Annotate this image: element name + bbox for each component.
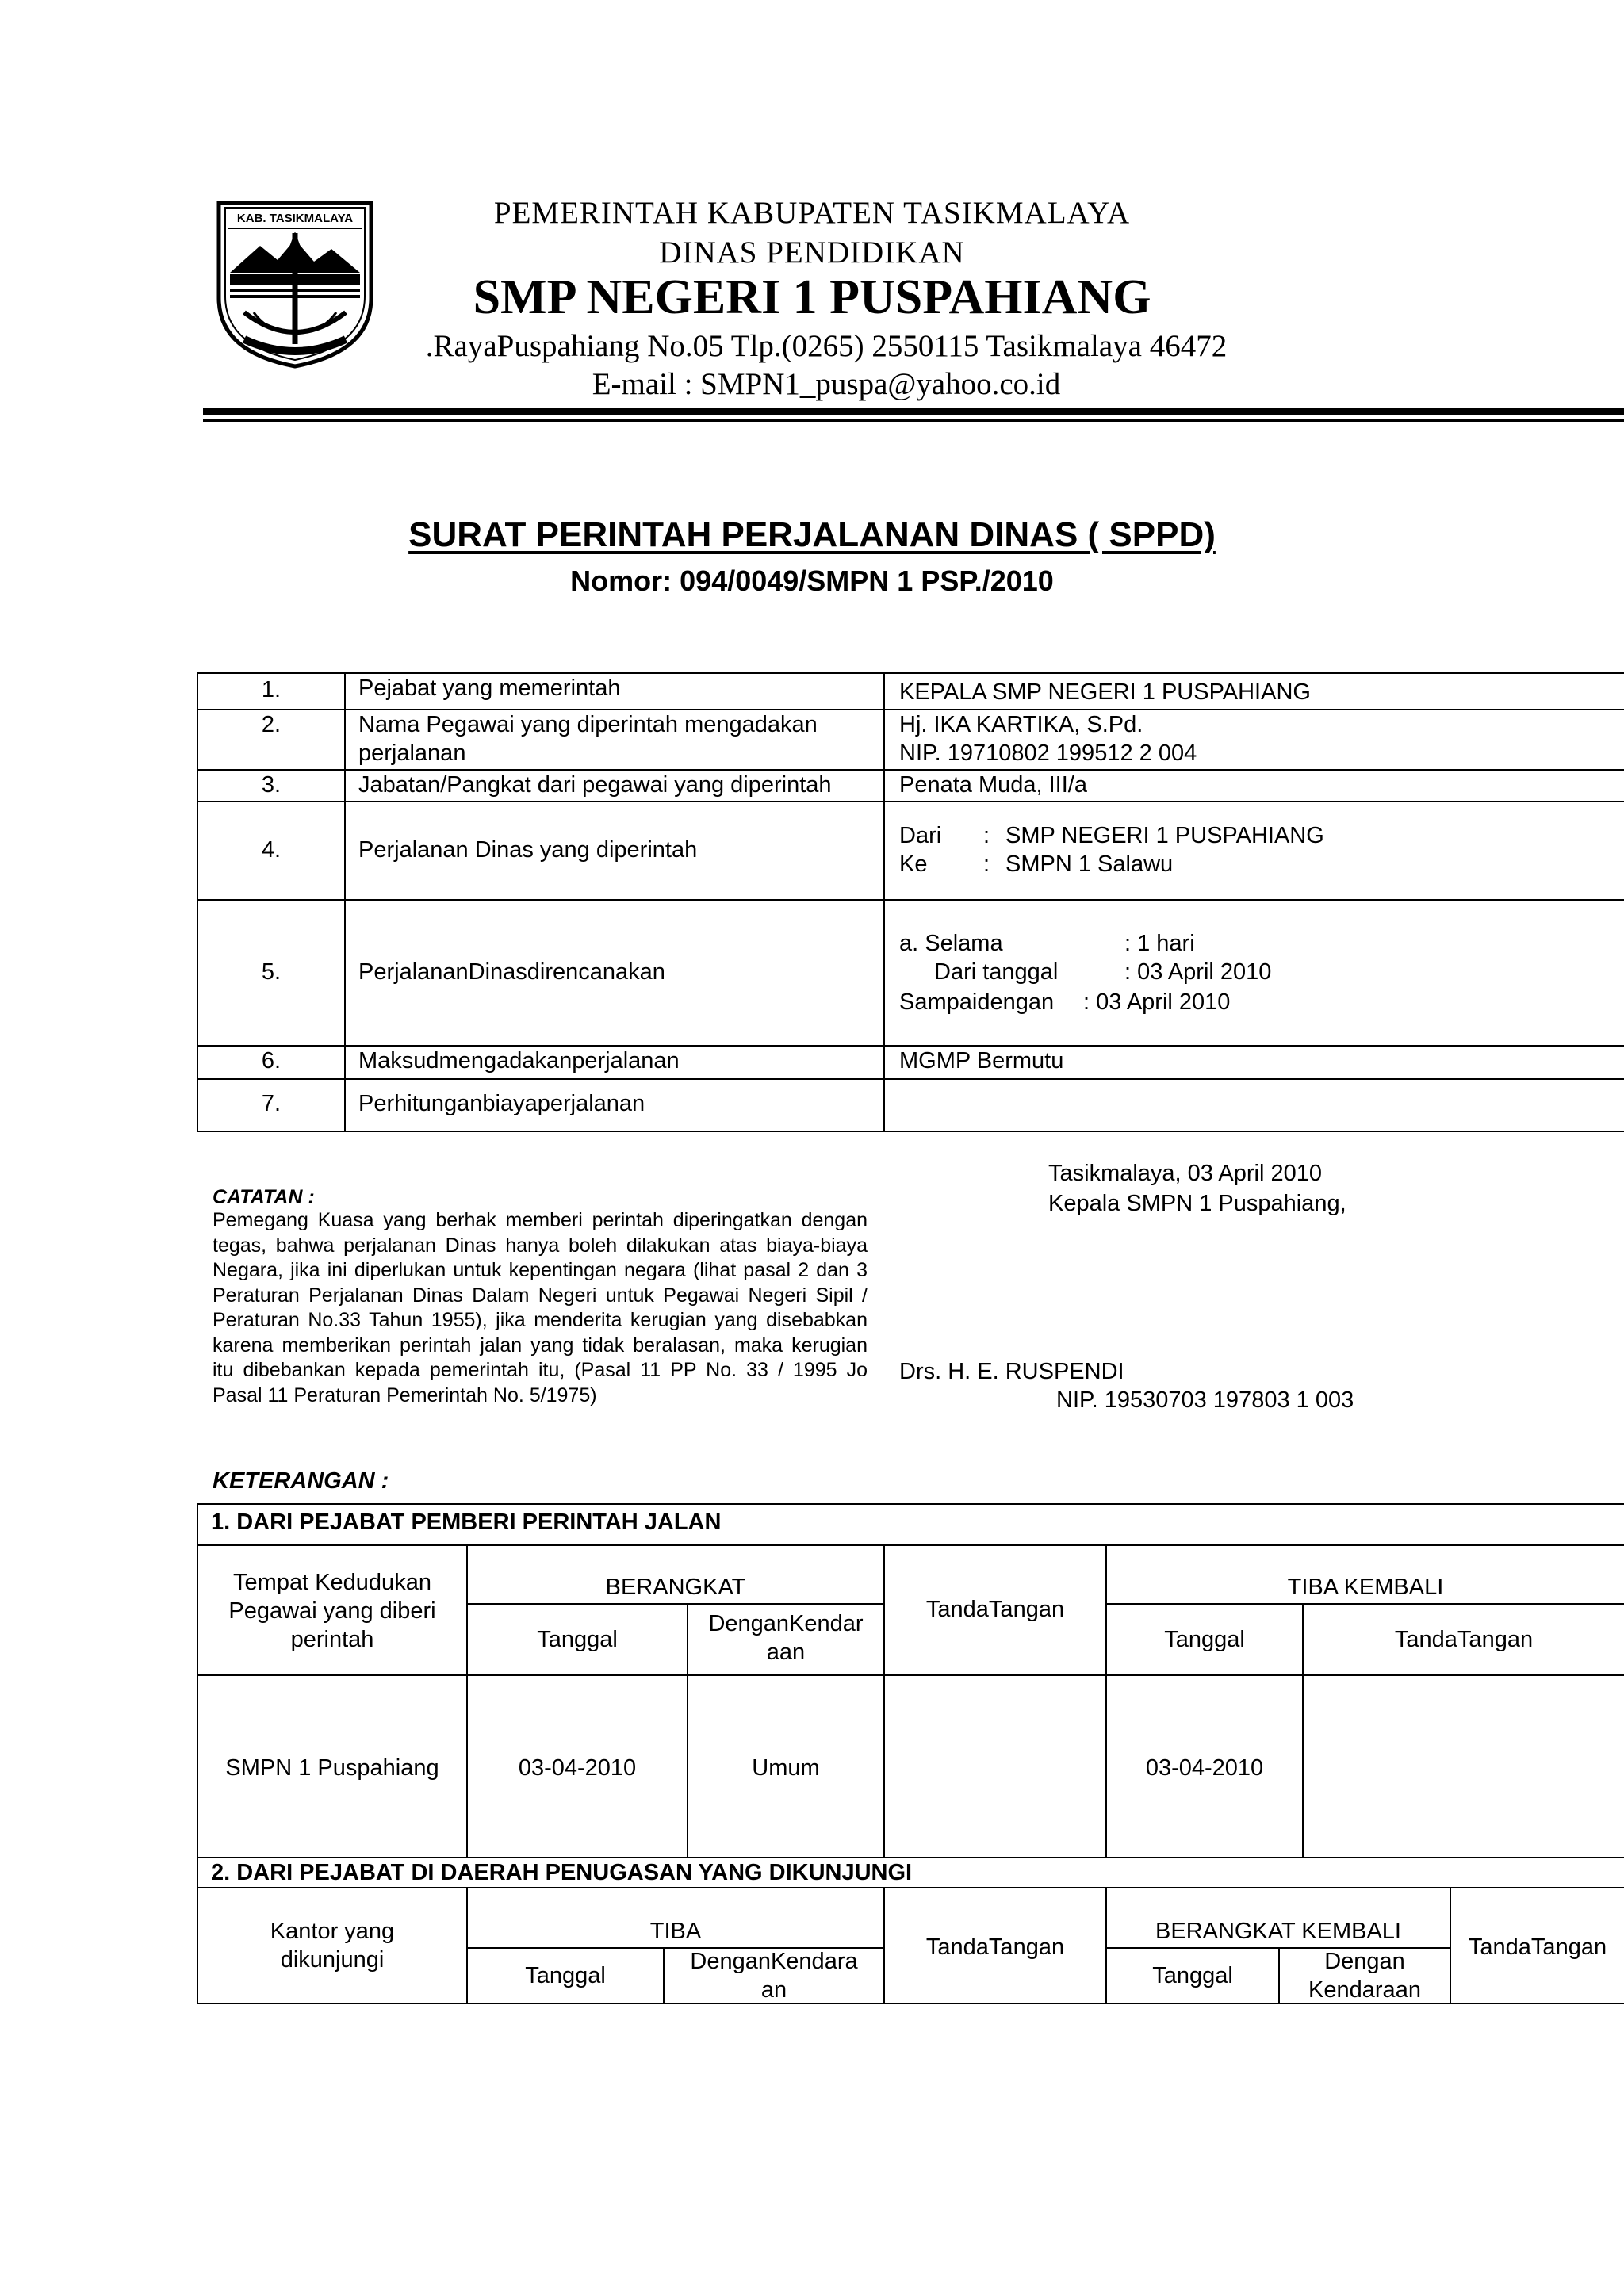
to-value: SMPN 1 Salawu	[1005, 851, 1174, 877]
header-return-arrival: TIBA KEMBALI	[1287, 1575, 1444, 1600]
header-origin-line: Pegawai yang diberi	[228, 1598, 436, 1624]
header-vehicle-line: DenganKendar	[708, 1611, 864, 1636]
start-date-value: : 03 April 2010	[1124, 959, 1272, 985]
signature-place-date: Tasikmalaya, 03 April 2010	[1048, 1161, 1322, 1186]
header-vehicle-line: Dengan	[1324, 1949, 1405, 1974]
item-label: PerjalananDinasdirencanakan	[358, 959, 665, 985]
cell-return-date: 03-04-2010	[1145, 1755, 1264, 1781]
header-date: Tanggal	[537, 1627, 618, 1652]
letterhead-rule-thick	[203, 408, 1624, 415]
start-date-label: Dari tanggal	[934, 959, 1059, 985]
header-signature: TandaTangan	[925, 1934, 1065, 1960]
item-number: 5.	[261, 959, 282, 985]
duration-label: a. Selama	[899, 931, 1003, 956]
item-number: 3.	[261, 772, 282, 798]
signature-position: Kepala SMPN 1 Puspahiang,	[1048, 1191, 1346, 1216]
header-vehicle-line: an	[760, 1977, 787, 2003]
item-value: MGMP Bermutu	[899, 1048, 1064, 1073]
employee-nip: NIP. 19710802 199512 2 004	[899, 740, 1197, 766]
item-number: 1.	[261, 677, 282, 702]
letterhead-department: DINAS PENDIDIKAN	[659, 235, 965, 270]
item-label: Perhitunganbiayaperjalanan	[358, 1091, 645, 1116]
letterhead-school-name: SMP NEGERI 1 PUSPAHIANG	[473, 270, 1151, 324]
header-arrival: TIBA	[649, 1919, 702, 1944]
from-label: Dari	[899, 823, 942, 848]
document-number: Nomor: 094/0049/SMPN 1 PSP./2010	[570, 564, 1054, 597]
header-signature: TandaTangan	[925, 1597, 1065, 1622]
remarks-heading: KETERANGAN :	[213, 1468, 389, 1494]
header-vehicle-line: aan	[766, 1640, 806, 1665]
letterhead-email: E-mail : SMPN1_puspa@yahoo.co.id	[592, 367, 1061, 401]
item-label-line: Nama Pegawai yang diperintah mengadakan	[358, 712, 818, 737]
end-date-value: : 03 April 2010	[1083, 989, 1231, 1015]
item-number: 2.	[261, 712, 282, 737]
cell-vehicle: Umum	[752, 1755, 820, 1781]
item-value: Penata Muda, III/a	[899, 772, 1087, 798]
signatory-name: Drs. H. E. RUSPENDI	[899, 1359, 1124, 1384]
header-origin-line: Tempat Kedudukan	[233, 1570, 431, 1595]
header-office-line: dikunjungi	[280, 1947, 385, 1973]
note-text: Pemegang Kuasa yang berhak memberi perintah diperingatkan dengan tegas, bahwa perjalanan Dinas hanya boleh dilakukan atas biaya-biaya Negara, jika ini diperlukan untuk kepentingan negara (lihat pasal 2 dan 3 Peraturan Perjalanan Dinas Dalam Negeri untuk Pegawai Negeri Sipil / Peraturan No.33 Tahun 1955), jika menderita kerugian yang disebabkan karena memberikan perintah jalan yang tidak beralasan, maka kerugian itu dibebankan kepada pemerintah itu, (Pasal 11 PP No. 33 / 1995 Jo Pasal 11 Peraturan Pemerintah No. 5/1975)	[213, 1209, 868, 1406]
header-date: Tanggal	[1164, 1627, 1245, 1652]
note-heading: CATATAN :	[213, 1186, 315, 1208]
letterhead-rule-thin	[203, 419, 1624, 422]
from-separator: :	[983, 823, 990, 848]
item-label: Jabatan/Pangkat dari pegawai yang diperintah	[358, 772, 832, 798]
header-return-departure: BERANGKAT KEMBALI	[1155, 1919, 1401, 1944]
end-date-label: Sampaidengan	[899, 989, 1055, 1015]
header-date: Tanggal	[1152, 1963, 1233, 1988]
header-vehicle-line: DenganKendara	[690, 1949, 858, 1974]
duration-value: : 1 hari	[1124, 931, 1195, 956]
section-2-title: 2. DARI PEJABAT DI DAERAH PENUGASAN YANG DIKUNJUNGI	[211, 1860, 913, 1885]
header-vehicle-line: Kendaraan	[1308, 1977, 1421, 2003]
header-office-line: Kantor yang	[270, 1919, 395, 1944]
letterhead-address: .RayaPuspahiang No.05 Tlp.(0265) 2550115 Tasikmalaya 46472	[425, 329, 1228, 363]
item-number: 4.	[261, 837, 282, 863]
header-origin-line: perintah	[290, 1627, 374, 1652]
item-label: Pejabat yang memerintah	[358, 675, 621, 701]
cell-departure-date: 03-04-2010	[518, 1755, 637, 1781]
from-value: SMP NEGERI 1 PUSPAHIANG	[1005, 823, 1324, 848]
item-number: 7.	[261, 1091, 282, 1116]
header-departure: BERANGKAT	[605, 1575, 746, 1600]
cell-origin: SMPN 1 Puspahiang	[225, 1755, 439, 1781]
item-number: 6.	[261, 1048, 282, 1073]
logo-text: KAB. TASIKMALAYA	[236, 212, 354, 225]
letterhead-government: PEMERINTAH KABUPATEN TASIKMALAYA	[493, 196, 1131, 230]
header-date: Tanggal	[525, 1963, 606, 1988]
item-value: KEPALA SMP NEGERI 1 PUSPAHIANG	[899, 679, 1311, 705]
header-signature: TandaTangan	[1468, 1934, 1607, 1960]
to-label: Ke	[899, 851, 928, 877]
document-title: SURAT PERINTAH PERJALANAN DINAS ( SPPD)	[408, 515, 1216, 554]
signatory-nip: NIP. 19530703 197803 1 003	[1056, 1387, 1354, 1413]
employee-name: Hj. IKA KARTIKA, S.Pd.	[899, 712, 1143, 737]
item-label: Maksudmengadakanperjalanan	[358, 1048, 680, 1073]
item-label: Perjalanan Dinas yang diperintah	[358, 837, 698, 863]
header-signature: TandaTangan	[1394, 1627, 1534, 1652]
item-label-line: perjalanan	[358, 740, 466, 766]
section-1-title: 1. DARI PEJABAT PEMBERI PERINTAH JALAN	[211, 1510, 722, 1535]
to-separator: :	[983, 851, 990, 877]
